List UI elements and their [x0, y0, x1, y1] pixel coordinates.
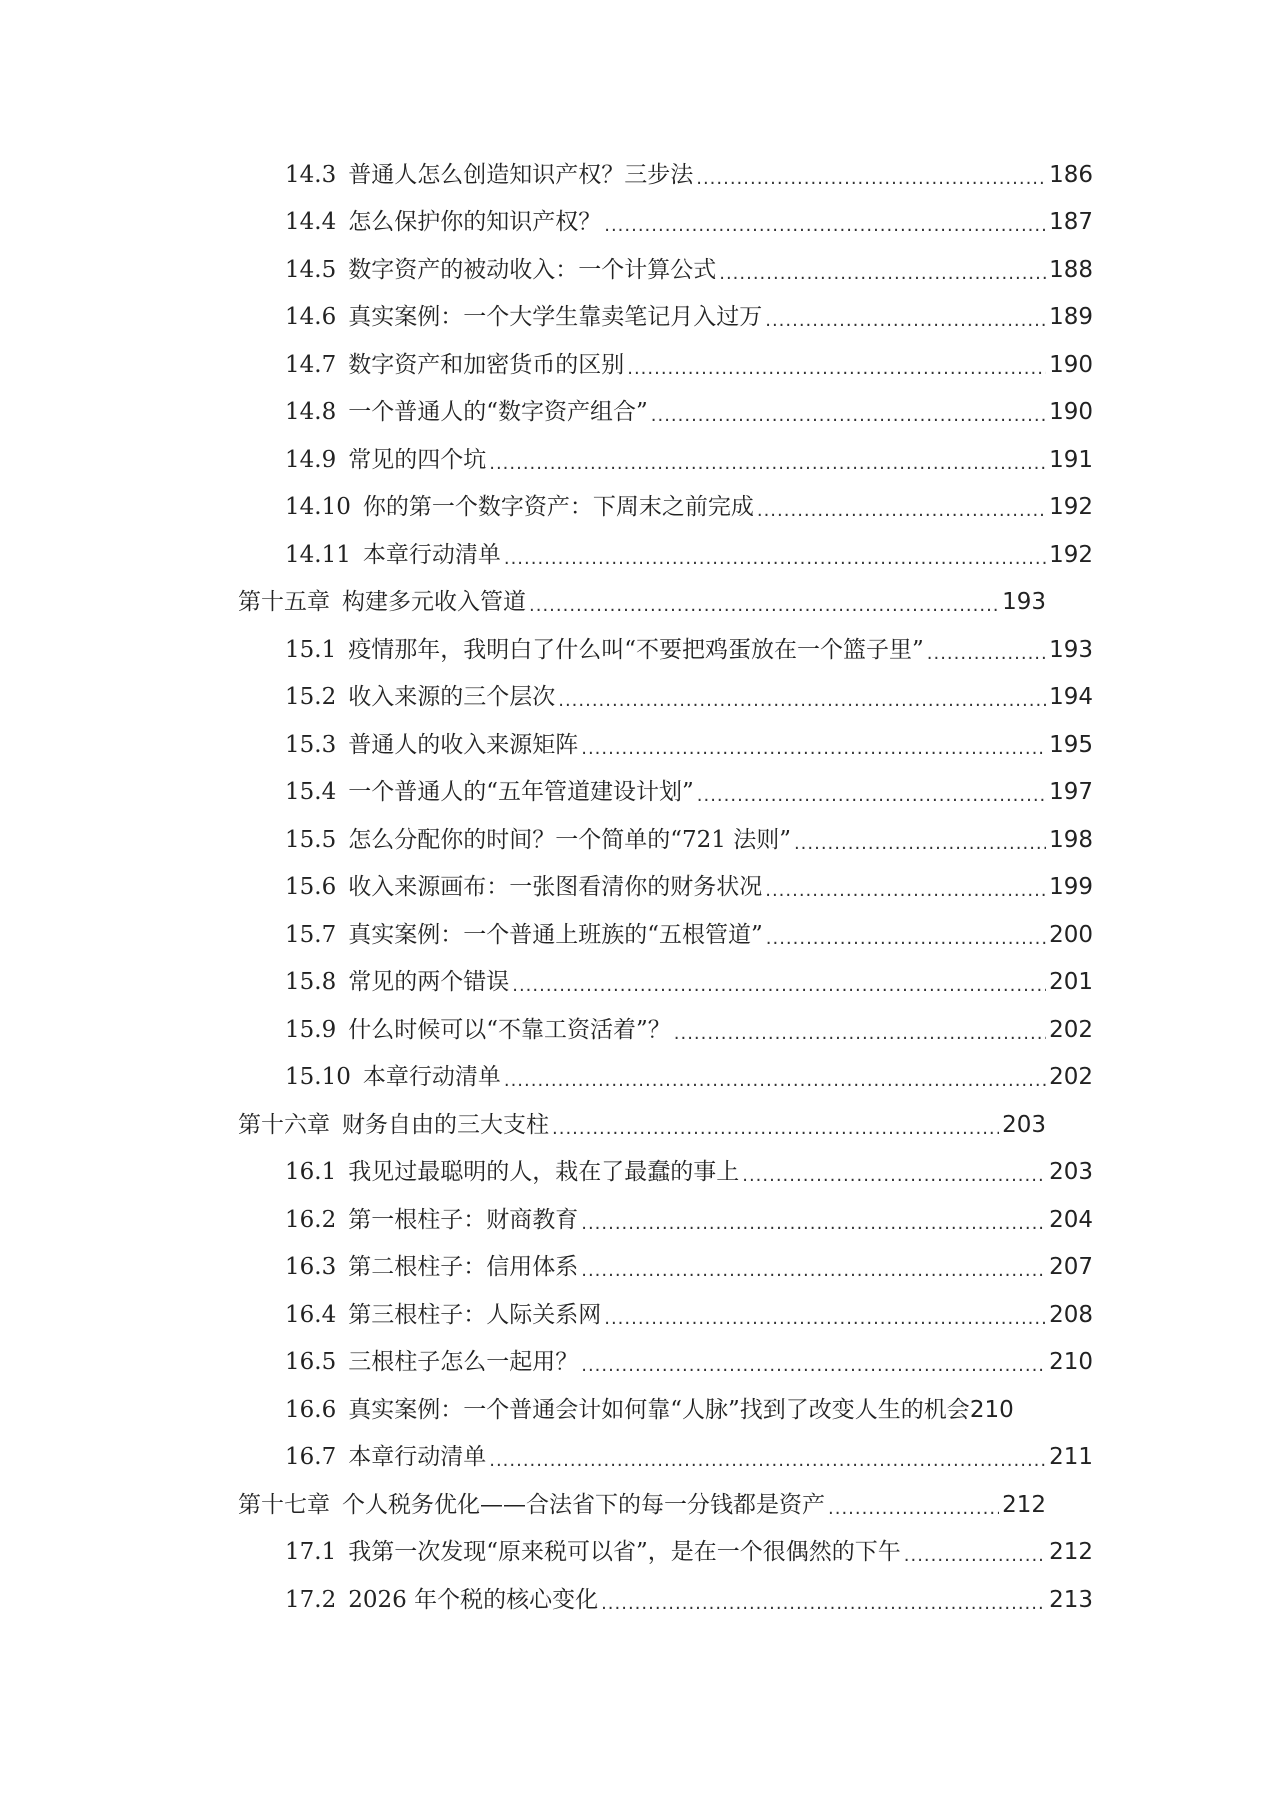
toc-dot-leader	[581, 1351, 1046, 1381]
toc-page-number: 187	[1049, 209, 1093, 236]
toc-dot-leader	[697, 781, 1046, 811]
toc-dot-leader	[601, 1589, 1046, 1619]
toc-section-entry[interactable]	[238, 959, 1093, 1007]
toc-entry-number: 14.11	[285, 541, 351, 568]
table-of-contents	[238, 151, 1268, 1624]
toc-section-entry[interactable]	[238, 1529, 1093, 1577]
toc-section-entry[interactable]	[238, 1054, 1093, 1102]
toc-entry-title: 疫情那年，我明白了什么叫“不要把鸡蛋放在一个篮子里”	[348, 636, 924, 663]
toc-entry-title: 本章行动清单	[362, 1064, 501, 1091]
toc-dot-leader	[529, 591, 999, 621]
toc-entry-number: 14.5	[285, 256, 337, 283]
toc-dot-leader	[904, 1541, 1046, 1571]
toc-entry-title: 真实案例：一个普通上班族的“五根管道”	[348, 921, 763, 948]
toc-page-number: 207	[1049, 1254, 1093, 1281]
toc-section-entry[interactable]	[238, 341, 1093, 389]
toc-entry-number: 15.6	[285, 874, 337, 901]
toc-entry-number: 第十七章	[238, 1491, 330, 1518]
toc-page-number: 191	[1049, 446, 1093, 473]
toc-section-entry[interactable]	[238, 531, 1093, 579]
toc-page-number: 199	[1049, 874, 1093, 901]
toc-section-entry[interactable]	[238, 1244, 1093, 1292]
toc-page-number: 202	[1049, 1016, 1093, 1043]
toc-section-entry[interactable]	[238, 199, 1093, 247]
toc-dot-leader	[757, 496, 1046, 526]
toc-dot-leader	[765, 876, 1046, 906]
toc-section-entry[interactable]	[238, 151, 1093, 199]
toc-page-number: 203	[1002, 1111, 1046, 1138]
toc-entry-number: 第十五章	[238, 589, 330, 616]
toc-entry-number: 15.10	[285, 1064, 351, 1091]
toc-dot-leader	[558, 686, 1046, 716]
toc-page-number: 204	[1049, 1206, 1093, 1233]
toc-entry-number: 16.2	[285, 1206, 337, 1233]
toc-section-entry[interactable]	[238, 1006, 1093, 1054]
toc-page-number: 202	[1049, 1064, 1093, 1091]
toc-page-number: 193	[1049, 636, 1093, 663]
toc-entry-number: 16.4	[285, 1301, 337, 1328]
toc-dot-leader	[581, 1209, 1046, 1239]
toc-dot-leader	[489, 449, 1046, 479]
toc-entry-number: 14.7	[285, 351, 337, 378]
toc-entry-number: 第十六章	[238, 1111, 330, 1138]
toc-section-entry[interactable]	[238, 674, 1093, 722]
toc-entry-title: 本章行动清单	[362, 541, 501, 568]
toc-dot-leader	[766, 924, 1046, 954]
toc-section-entry[interactable]	[238, 1149, 1093, 1197]
toc-chapter-entry[interactable]	[238, 1481, 1046, 1529]
toc-entry-number: 15.3	[285, 731, 337, 758]
toc-entry-number: 17.2	[285, 1586, 337, 1613]
toc-dot-leader	[794, 829, 1046, 859]
toc-entry-number: 14.6	[285, 304, 337, 331]
toc-dot-leader	[927, 639, 1046, 669]
toc-dot-leader	[742, 1161, 1046, 1191]
toc-dot-leader	[696, 164, 1046, 194]
toc-entry-number: 14.3	[285, 161, 337, 188]
toc-entry-title: 个人税务优化——合法省下的每一分钱都是资产	[342, 1491, 825, 1518]
toc-dot-leader	[504, 1066, 1046, 1096]
toc-dot-leader	[651, 401, 1046, 431]
toc-section-entry[interactable]	[238, 1386, 1145, 1434]
toc-entry-title: 你的第一个数字资产：下周末之前完成	[362, 494, 754, 521]
toc-entry-number: 15.9	[285, 1016, 337, 1043]
toc-section-entry[interactable]	[238, 294, 1093, 342]
toc-page-number: 195	[1049, 731, 1093, 758]
toc-page-number: 200	[1049, 921, 1093, 948]
toc-entry-title: 第二根柱子：信用体系	[348, 1254, 579, 1281]
toc-section-entry[interactable]	[238, 911, 1093, 959]
toc-page-number: 210	[1049, 1349, 1093, 1376]
toc-entry-title: 第三根柱子：人际关系网	[348, 1301, 602, 1328]
toc-section-entry[interactable]	[238, 816, 1093, 864]
toc-page-number: 190	[1049, 399, 1093, 426]
toc-entry-title: 真实案例：一个大学生靠卖笔记月入过万	[348, 304, 763, 331]
toc-page-number: 213	[1049, 1586, 1093, 1613]
toc-page-number: 194	[1049, 684, 1093, 711]
toc-section-entry[interactable]	[238, 864, 1093, 912]
toc-dot-leader	[489, 1446, 1046, 1476]
toc-page-number: 192	[1049, 494, 1093, 521]
toc-entry-number: 16.5	[285, 1349, 337, 1376]
toc-entry-number: 14.4	[285, 209, 337, 236]
toc-entry-title: 普通人的收入来源矩阵	[348, 731, 579, 758]
toc-entry-number: 16.3	[285, 1254, 337, 1281]
toc-dot-leader	[552, 1114, 999, 1144]
toc-entry-number: 16.7	[285, 1444, 337, 1471]
toc-page-number: 201	[1049, 969, 1093, 996]
toc-entry-number: 16.6	[285, 1396, 337, 1423]
toc-entry-title: 一个普通人的“数字资产组合”	[348, 399, 648, 426]
toc-entry-title: 本章行动清单	[348, 1444, 487, 1471]
toc-section-entry[interactable]	[238, 484, 1093, 532]
toc-dot-leader	[719, 259, 1046, 289]
toc-entry-number: 14.8	[285, 399, 337, 426]
toc-entry-title: 常见的四个坑	[348, 446, 487, 473]
toc-section-entry[interactable]	[238, 1434, 1093, 1482]
toc-page-number: 186	[1049, 161, 1093, 188]
toc-page-number: 189	[1049, 304, 1093, 331]
toc-entry-title: 第一根柱子：财商教育	[348, 1206, 579, 1233]
toc-section-entry[interactable]	[238, 436, 1093, 484]
toc-section-entry[interactable]	[238, 246, 1093, 294]
toc-dot-leader	[504, 544, 1046, 574]
toc-section-entry[interactable]	[238, 769, 1093, 817]
toc-entry-title: 什么时候可以“不靠工资活着”？	[348, 1016, 671, 1043]
toc-entry-title: 常见的两个错误	[348, 969, 510, 996]
toc-section-entry[interactable]	[238, 1291, 1093, 1339]
toc-page-number: 198	[1049, 826, 1093, 853]
toc-section-entry[interactable]	[238, 1196, 1093, 1244]
toc-entry-number: 15.5	[285, 826, 337, 853]
toc-section-entry[interactable]	[238, 626, 1093, 674]
toc-dot-leader	[604, 1304, 1046, 1334]
toc-entry-title: 数字资产的被动收入：一个计算公式	[348, 256, 717, 283]
toc-page-number: 192	[1049, 541, 1093, 568]
toc-page-number: 208	[1049, 1301, 1093, 1328]
toc-entry-title: 我第一次发现“原来税可以省”，是在一个很偶然的下午	[348, 1539, 901, 1566]
toc-entry-number: 15.7	[285, 921, 337, 948]
toc-entry-title: 收入来源画布：一张图看清你的财务状况	[348, 874, 763, 901]
toc-entry-title: 收入来源的三个层次	[348, 684, 556, 711]
toc-dot-leader	[627, 354, 1046, 384]
toc-entry-number: 14.9	[285, 446, 337, 473]
toc-dot-leader	[581, 734, 1046, 764]
toc-entry-number: 15.4	[285, 779, 337, 806]
toc-entry-number: 14.10	[285, 494, 351, 521]
toc-chapter-entry[interactable]	[238, 1101, 1046, 1149]
toc-entry-number: 15.2	[285, 684, 337, 711]
toc-entry-title: 三根柱子怎么一起用？	[348, 1349, 579, 1376]
toc-page-number: 212	[1049, 1539, 1093, 1566]
toc-entry-title: 数字资产和加密货币的区别	[348, 351, 625, 378]
toc-entry-title: 怎么分配你的时间？一个简单的“721 法则”	[348, 826, 791, 853]
toc-page-number: 210	[969, 1396, 1014, 1423]
toc-dot-leader	[512, 971, 1046, 1001]
toc-section-entry[interactable]	[238, 1339, 1093, 1387]
toc-page-number: 190	[1049, 351, 1093, 378]
toc-dot-leader	[581, 1256, 1046, 1286]
toc-entry-number: 15.1	[285, 636, 337, 663]
toc-chapter-entry[interactable]	[238, 579, 1046, 627]
toc-dot-leader	[674, 1019, 1046, 1049]
toc-entry-number: 16.1	[285, 1159, 337, 1186]
toc-page-number: 193	[1002, 589, 1046, 616]
toc-section-entry[interactable]	[238, 1576, 1093, 1624]
toc-page-number: 211	[1049, 1444, 1093, 1471]
toc-entry-title: 怎么保护你的知识产权？	[348, 209, 602, 236]
toc-page-number: 212	[1002, 1491, 1046, 1518]
toc-section-entry[interactable]	[238, 721, 1093, 769]
toc-entry-title: 一个普通人的“五年管道建设计划”	[348, 779, 694, 806]
toc-entry-title: 构建多元收入管道	[342, 589, 526, 616]
toc-entry-title: 真实案例：一个普通会计如何靠“人脉”找到了改变人生的机会	[348, 1396, 970, 1423]
toc-page-number: 203	[1049, 1159, 1093, 1186]
toc-entry-title: 财务自由的三大支柱	[342, 1111, 549, 1138]
toc-entry-title: 2026 年个税的核心变化	[348, 1586, 599, 1613]
toc-page-number: 188	[1049, 256, 1093, 283]
toc-dot-leader	[765, 306, 1046, 336]
toc-dot-leader	[828, 1494, 999, 1524]
toc-entry-number: 17.1	[285, 1539, 337, 1566]
toc-page-number: 197	[1049, 779, 1093, 806]
toc-entry-title: 普通人怎么创造知识产权？三步法	[348, 161, 694, 188]
toc-section-entry[interactable]	[238, 389, 1093, 437]
toc-entry-number: 15.8	[285, 969, 337, 996]
toc-dot-leader	[604, 211, 1046, 241]
toc-entry-title: 我见过最聪明的人，栽在了最蠢的事上	[348, 1159, 740, 1186]
